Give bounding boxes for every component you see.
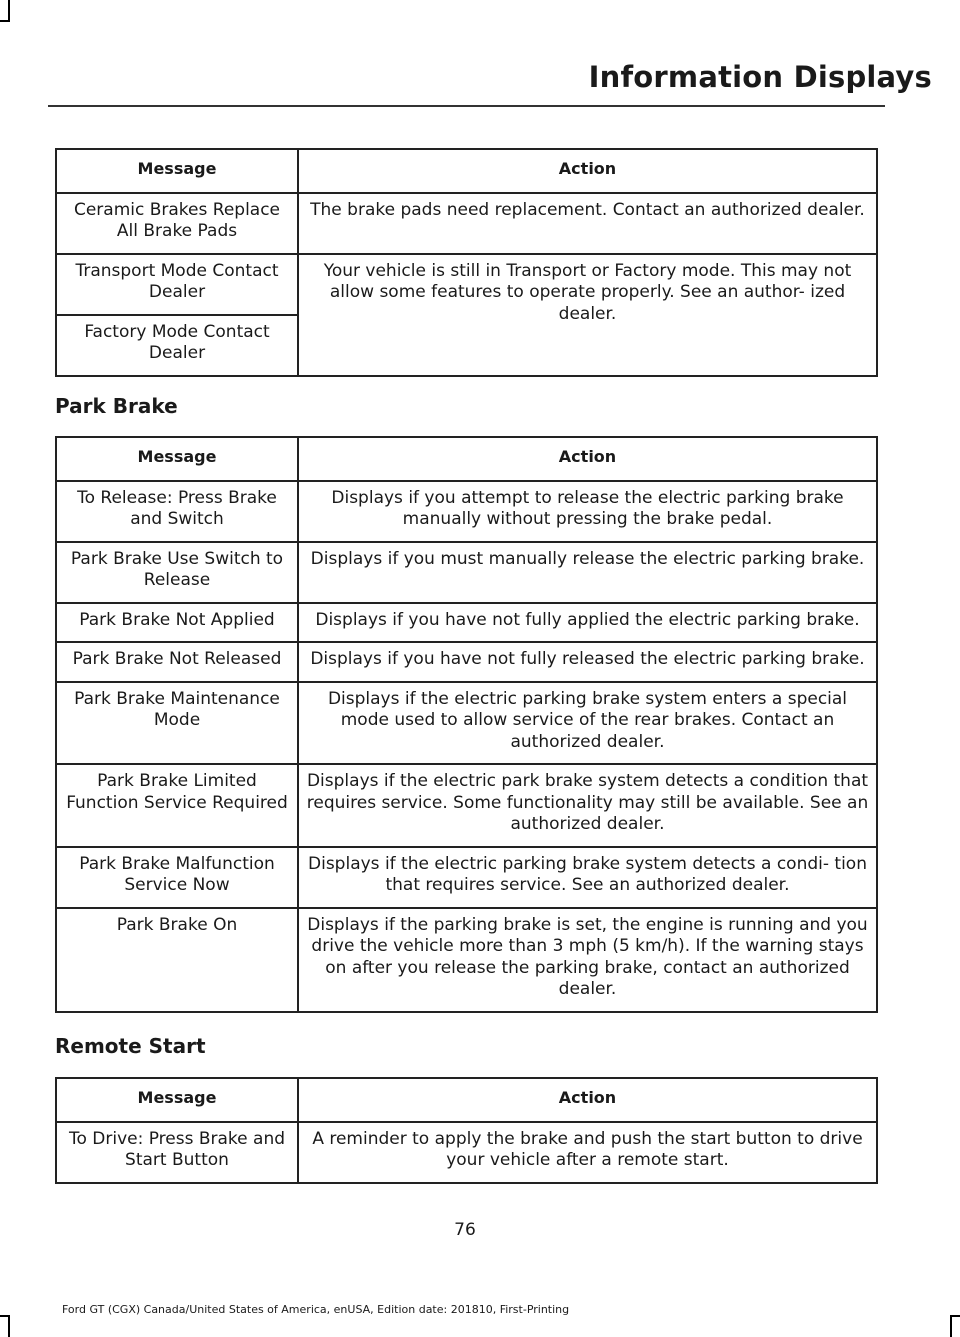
message-cell: Park Brake Malfunction Service Now [56, 847, 298, 908]
column-header-action: Action [298, 149, 877, 193]
crop-mark-bottom-right [950, 1315, 952, 1337]
title-divider [48, 105, 885, 107]
crop-mark-top-left [0, 20, 10, 22]
table-row [56, 847, 877, 908]
crop-mark-bottom-right [950, 1315, 960, 1317]
message-table-park-brake [55, 436, 878, 1013]
table-row [56, 254, 877, 315]
table-row [56, 682, 877, 765]
action-cell: Displays if the electric parking brake system detects a condi- tion that requires service. See an authorized dealer. [298, 847, 877, 908]
table-row [56, 642, 877, 682]
message-cell: Park Brake Limited Function Service Required [56, 764, 298, 847]
action-cell: The brake pads need replacement. Contact an authorized dealer. [298, 193, 877, 254]
table-row [56, 603, 877, 643]
message-cell: Ceramic Brakes Replace All Brake Pads [56, 193, 298, 254]
crop-mark-top-left [8, 0, 10, 22]
table-row [56, 481, 877, 542]
crop-mark-bottom-left [0, 1315, 10, 1317]
message-cell: Park Brake Maintenance Mode [56, 682, 298, 765]
table-row [56, 764, 877, 847]
action-cell: Displays if you attempt to release the electric parking brake manually without pressing the brake pedal. [298, 481, 877, 542]
table-row [56, 542, 877, 603]
crop-mark-bottom-left [8, 1315, 10, 1337]
column-header-message: Message [56, 149, 298, 193]
message-cell: Park Brake Not Applied [56, 603, 298, 643]
message-cell: Factory Mode Contact Dealer [56, 315, 298, 376]
action-cell: Displays if the electric park brake system detects a condition that requires service. Some functionality may still be available. See an authorized dealer. [298, 764, 877, 847]
message-cell: Transport Mode Contact Dealer [56, 254, 298, 315]
message-table-remote-start [55, 1077, 878, 1184]
message-cell: Park Brake On [56, 908, 298, 1012]
column-header-action: Action [298, 437, 877, 481]
action-cell: Displays if you must manually release the electric parking brake. [298, 542, 877, 603]
table-row [56, 1122, 877, 1183]
column-header-message: Message [56, 437, 298, 481]
action-cell: A reminder to apply the brake and push the start button to drive your vehicle after a remote start. [298, 1122, 877, 1183]
action-cell: Displays if you have not fully released the electric parking brake. [298, 642, 877, 682]
action-cell: Displays if the electric parking brake system enters a special mode used to allow service of the rear brakes. Contact an authorized dealer. [298, 682, 877, 765]
edition-footer: Ford GT (CGX) Canada/United States of America, enUSA, Edition date: 201810, First-Printing [62, 1303, 570, 1316]
table-header-row [56, 437, 877, 481]
message-cell: To Release: Press Brake and Switch [56, 481, 298, 542]
section-heading-remote-start: Remote Start [55, 1034, 206, 1058]
message-cell: Park Brake Not Released [56, 642, 298, 682]
table-header-row [56, 149, 877, 193]
table-row [56, 908, 877, 1012]
column-header-action: Action [298, 1078, 877, 1122]
table-header-row [56, 1078, 877, 1122]
page-number: 76 [454, 1220, 476, 1240]
column-header-message: Message [56, 1078, 298, 1122]
section-heading-park-brake: Park Brake [55, 394, 178, 418]
action-cell: Displays if the parking brake is set, the engine is running and you drive the vehicle more than 3 mph (5 km/h). If the warning stays on after you release the parking brake, contact an authorized dealer. [298, 908, 877, 1012]
message-cell: Park Brake Use Switch to Release [56, 542, 298, 603]
page-title: Information Displays [588, 60, 932, 94]
message-cell: To Drive: Press Brake and Start Button [56, 1122, 298, 1183]
message-table-brakes-modes [55, 148, 878, 377]
action-cell: Your vehicle is still in Transport or Factory mode. This may not allow some features to operate properly. See an author- ized dealer. [298, 254, 877, 376]
action-cell: Displays if you have not fully applied the electric parking brake. [298, 603, 877, 643]
table-row [56, 193, 877, 254]
